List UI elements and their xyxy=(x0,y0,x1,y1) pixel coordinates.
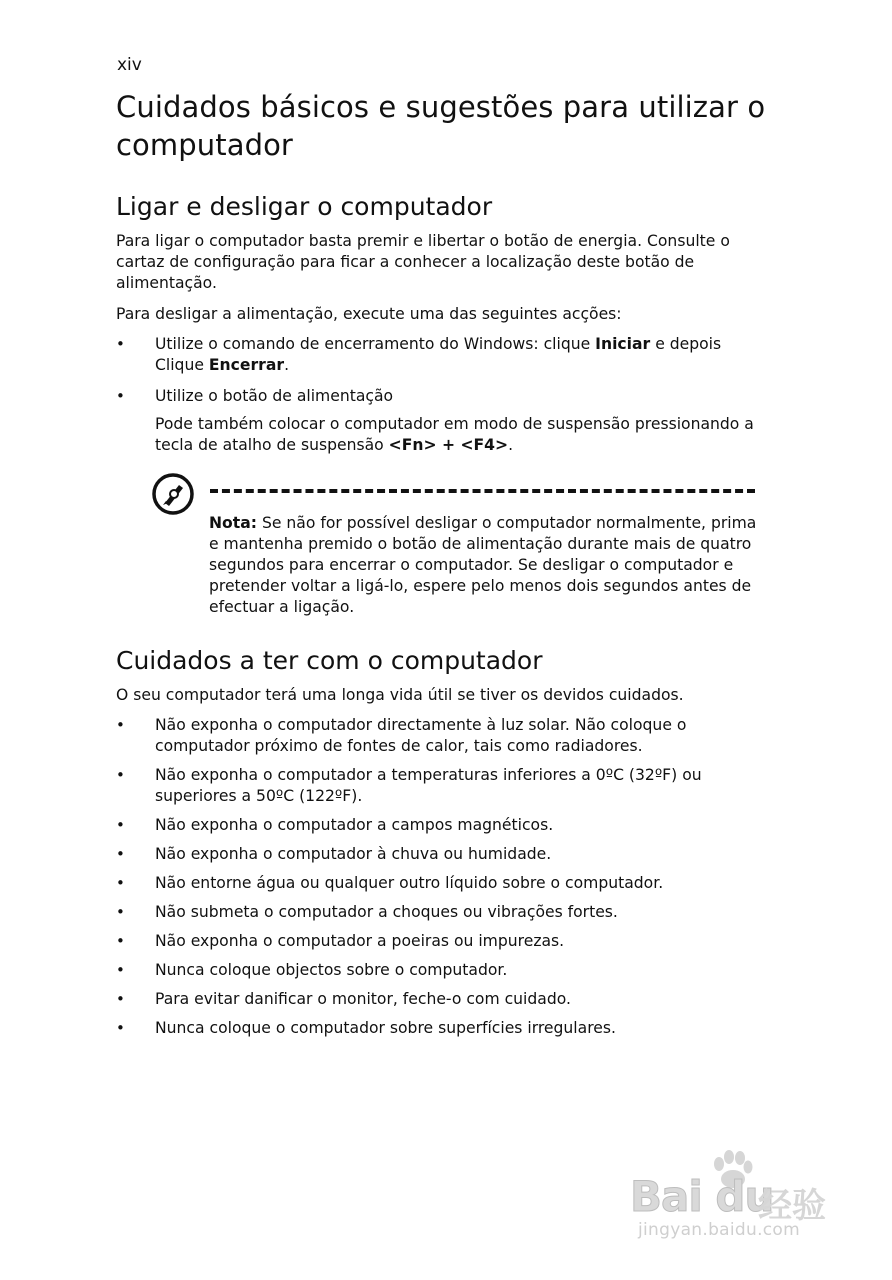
text-run: e depois Clique xyxy=(155,335,722,374)
text-run: . xyxy=(508,436,514,454)
list-item-text: Nunca coloque objectos sobre o computador. xyxy=(155,961,508,979)
bullet-icon: • xyxy=(116,766,125,784)
baidu-watermark xyxy=(630,1150,850,1250)
bullet-icon: • xyxy=(116,961,125,979)
paragraph-care-intro: O seu computador terá uma longa vida útil se tiver os devidos cuidados. xyxy=(116,686,684,704)
section-heading-power: Ligar e desligar o computador xyxy=(116,192,493,221)
section-heading-care: Cuidados a ter com o computador xyxy=(116,646,543,675)
bullet-icon: • xyxy=(116,845,125,863)
hotkey-text: <Fn> + <F4> xyxy=(388,436,509,454)
text-run: Utilize o comando de encerramento do Windows: clique xyxy=(155,335,596,353)
bullet-icon: • xyxy=(116,816,125,834)
list-item-text: Utilize o botão de alimentação xyxy=(155,387,394,405)
paragraph-power-off: Para desligar a alimentação, execute uma das seguintes acções: xyxy=(116,305,622,323)
bullet-icon: • xyxy=(116,990,125,1008)
list-item xyxy=(116,765,766,809)
bullet-icon: • xyxy=(116,716,125,734)
note-divider xyxy=(210,489,755,493)
bullet-icon: • xyxy=(116,903,125,921)
page-title: Cuidados básicos e sugestões para utilizar o computador xyxy=(116,90,766,162)
bullet-icon: • xyxy=(116,874,125,892)
bullet-icon: • xyxy=(116,932,125,950)
list-item-text: Não submeta o computador a choques ou vibrações fortes. xyxy=(155,903,618,921)
list-item-text xyxy=(155,334,765,376)
list-item-text: Não entorne água ou qualquer outro líquido sobre o computador. xyxy=(155,874,664,892)
list-item-text: Não exponha o computador directamente à luz solar. Não coloque o computador próximo de fontes de calor, tais como radiadores. xyxy=(155,716,687,755)
page-number: xiv xyxy=(117,55,142,75)
note-label: Nota: xyxy=(209,514,257,532)
paragraph-power-on: Para ligar o computador basta premir e libertar o botão de energia. Consulte o cartaz de configuração para ficar a conhecer a localização deste botão de alimentação. xyxy=(116,232,730,292)
watermark-chinese: 经验 xyxy=(758,1186,826,1226)
sleep-hint xyxy=(155,414,765,456)
watermark-url: jingyan.baidu.com xyxy=(638,1220,800,1240)
list-item-text: Não exponha o computador a temperaturas inferiores a 0ºC (32ºF) ou superiores a 50ºC (122ºF). xyxy=(155,766,702,805)
list-item xyxy=(116,386,766,408)
list-item-text: Não exponha o computador a poeiras ou impurezas. xyxy=(155,932,565,950)
watermark-logo: Bai du xyxy=(630,1172,774,1221)
bullet-icon: • xyxy=(116,387,125,405)
note-text xyxy=(209,513,759,618)
list-item-text: Nunca coloque o computador sobre superfícies irregulares. xyxy=(155,1019,616,1037)
text-run: . xyxy=(284,356,290,374)
list-item-text: Não exponha o computador a campos magnéticos. xyxy=(155,816,554,834)
note-pen-icon xyxy=(151,472,195,516)
text-run: Pode também colocar o computador em modo de suspensão pressionando a tecla de atalho de suspensão xyxy=(155,415,754,454)
list-item-text: Não exponha o computador à chuva ou humidade. xyxy=(155,845,552,863)
note-body: Se não for possível desligar o computador normalmente, prima e mantenha premido o botão de alimentação durante mais de quatro segundos para encerrar o computador. Se desligar o computador e pretender voltar a ligá-lo, espere pelo menos dois segundos antes de efectuar a ligação. xyxy=(209,514,757,616)
bullet-icon: • xyxy=(116,1019,125,1037)
list-item-text: Para evitar danificar o monitor, feche-o com cuidado. xyxy=(155,990,571,1008)
list-item xyxy=(116,715,766,759)
bold-text-shutdown: Encerrar xyxy=(208,356,285,374)
bullet-icon: • xyxy=(116,335,125,353)
list-item xyxy=(116,334,766,378)
bold-text-start: Iniciar xyxy=(595,335,651,353)
